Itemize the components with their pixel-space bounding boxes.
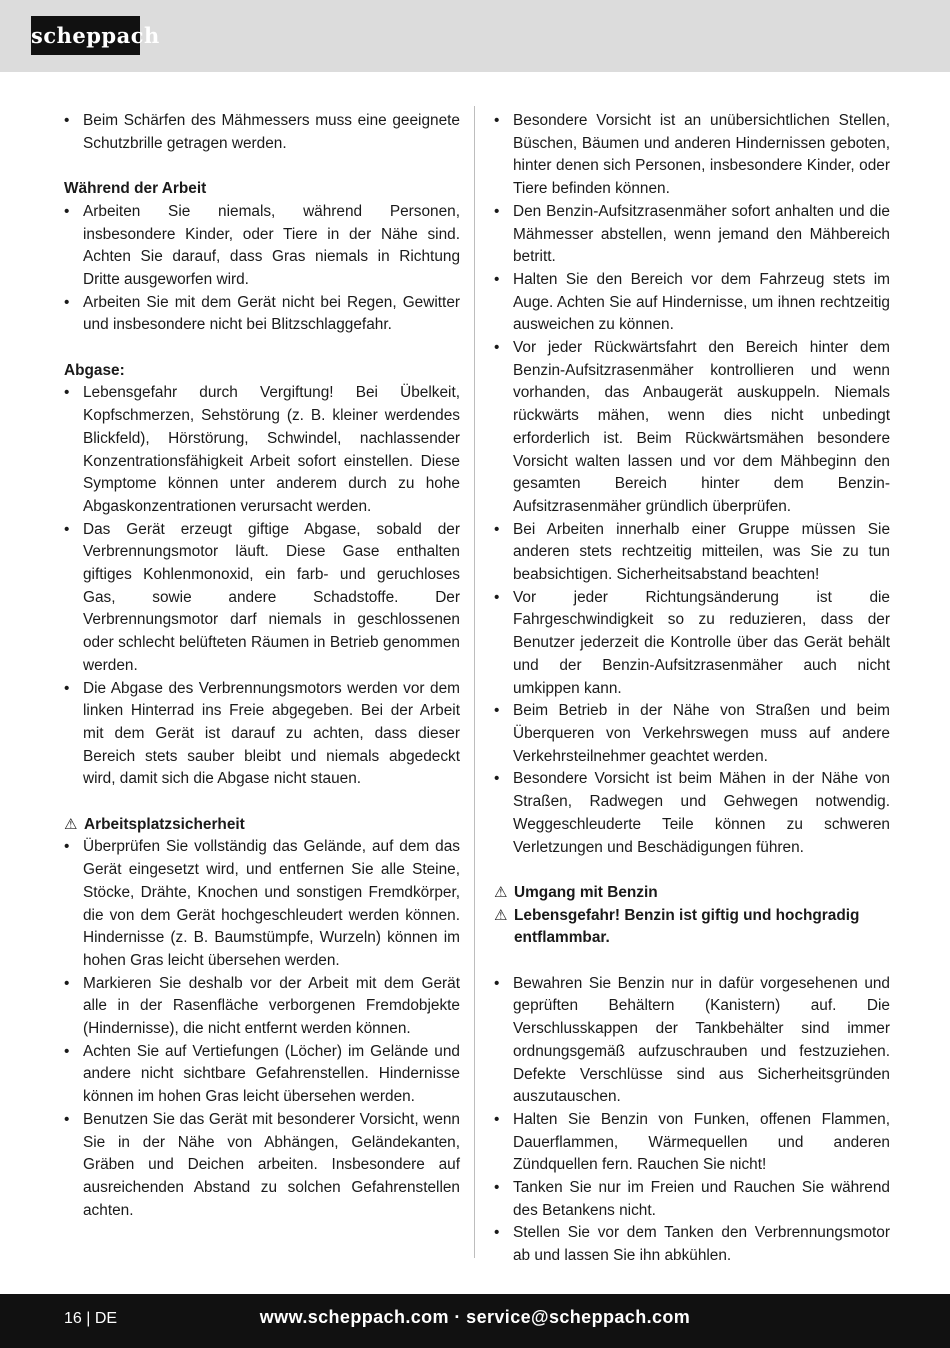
list-item: • Vor jeder Richtungsänderung ist die Fahrgeschwindigkeit so zu reduzieren, dass der Benutzer jederzeit die Kontrolle über das Gerät behält und der Benzin-Aufsitzrasenmäher auch nicht umkippen kann.: [494, 588, 890, 697]
warning-icon: ⚠: [494, 906, 508, 924]
list-item: • Arbeiten Sie mit dem Gerät nicht bei Regen, Gewitter und insbesondere nicht bei Blitzschlaggefahr.: [64, 293, 460, 334]
page-footer: [0, 1294, 950, 1348]
bullet-icon: •: [494, 702, 500, 720]
list-item: • Halten Sie Benzin von Funken, offenen Flammen, Dauerflammen, Wärmequellen und anderen Zündquellen fern. Rauchen Sie nicht!: [494, 1110, 890, 1174]
list-item: • Achten Sie auf Vertiefungen (Löcher) im Gelände und andere nicht sichtbare Gefahrenstellen. Hindernisse können im hohen Gras leicht übersehen werden.: [64, 1042, 460, 1106]
bullet-icon: •: [64, 293, 70, 311]
list-item: • Besondere Vorsicht ist an unübersichtlichen Stellen, Büschen, Bäumen und anderen Hindernissen geboten, hinter denen sich Personen, insbesondere Kinder, oder Tiere befinden können.: [494, 112, 890, 198]
list-item: • Stellen Sie vor dem Tanken den Verbrennungsmotor ab und lassen Sie ihn abkühlen.: [494, 1224, 890, 1265]
list-item: • Halten Sie den Bereich vor dem Fahrzeug stets im Auge. Achten Sie auf Hindernisse, um ihnen rechtzeitig ausweichen zu können.: [494, 270, 890, 334]
section-heading-fuel: ⚠ Umgang mit Benzin: [494, 882, 890, 905]
list-item: • Beim Schärfen des Mähmessers muss eine geeignete Schutzbrille getragen werden.: [64, 112, 460, 152]
bullet-icon: •: [494, 588, 500, 606]
bullet-icon: •: [64, 974, 70, 992]
bullet-icon: •: [64, 112, 70, 129]
column-divider: [474, 106, 475, 1258]
bullet-icon: •: [494, 1110, 500, 1128]
bullet-icon: •: [494, 270, 500, 288]
left-column: [64, 110, 460, 1222]
bullet-icon: •: [494, 1224, 500, 1242]
bullet-icon: •: [64, 1110, 70, 1128]
bullet-icon: •: [494, 974, 500, 992]
list-item: • Vor jeder Rückwärtsfahrt den Bereich hinter dem Benzin-Aufsitzrasenmäher kontrollieren und wenn vorhanden, das Anbaugerät auskuppeln. Niemals rückwärts mähen, wenn dies nicht unbedingt erforderlich ist. Beim Rückwärtsmähen besondere Vorsicht walten lassen und vor dem Mähbeginn den gesamten Bereich hinter dem Benzin-Aufsitzrasenmäher gründlich überprüfen.: [494, 339, 890, 515]
list-item: • Den Benzin-Aufsitzrasenmäher sofort anhalten und die Mähmesser abstellen, wenn jemand den Mähbereich betritt.: [494, 202, 890, 266]
list-item: • Das Gerät erzeugt giftige Abgase, sobald der Verbrennungsmotor läuft. Diese Gase enthalten giftiges Kohlenmonoxid, ein farb- und geruchloses Gas, sowie andere Schadstoffe. Der Verbrennungsmotor darf niemals in geschlossenen oder schlecht belüfteten Räumen in Betrieb genommen werden.: [64, 520, 460, 674]
list-item: • Überprüfen Sie vollständig das Gelände, auf dem das Gerät eingesetzt wird, und entfernen Sie alle Steine, Stöcke, Drähte, Knochen und sonstigen Fremdkörper, die von dem Gerät hochgeschleudert werden können. Hindernisse (z. B. Baumstümpfe, Wurzeln) können im hohen Gras leicht übersehen werden.: [64, 838, 460, 969]
section-heading-workplace: ⚠ Arbeitsplatzsicherheit: [64, 814, 460, 837]
section-heading-work: Während der Arbeit: [64, 180, 207, 198]
bullet-icon: •: [494, 202, 500, 220]
page-separator: |: [86, 1310, 91, 1327]
bullet-icon: •: [494, 339, 500, 357]
warning-icon: ⚠: [64, 815, 78, 833]
footer-contact: www.scheppach.com · service@scheppach.com: [259, 1307, 691, 1327]
list-item: • Besondere Vorsicht ist beim Mähen in der Nähe von Straßen, Radwegen und Gehwegen notwendig. Weggeschleuderte Teile können zu schweren Verletzungen und Beschädigungen führen.: [494, 770, 890, 856]
list-item: • Lebensgefahr durch Vergiftung! Bei Übelkeit, Kopfschmerzen, Sehstörung (z. B. kleiner werdendes Blickfeld), Hörstörung, Schwindel, nachlassender Konzentrationsfähigkeit Arbeit sofort einstellen. Diese Symptome können unter anderem durch zu hohe Abgaskonzentrationen verursacht werden.: [64, 384, 460, 515]
list-item: • Tanken Sie nur im Freien und Rauchen Sie während des Betankens nicht.: [494, 1179, 890, 1219]
list-item: • Beim Betrieb in der Nähe von Straßen und beim Überqueren von Verkehrswegen muss auf andere Verkehrsteilnehmer geachtet werden.: [494, 702, 890, 765]
bullet-icon: •: [494, 1179, 500, 1197]
brand-logo: scheppach: [31, 16, 140, 55]
list-item: • Arbeiten Sie niemals, während Personen, insbesondere Kinder, oder Tiere in der Nähe sind. Achten Sie darauf, dass Gras niemals in Richtung Dritte ausgeworfen wird.: [64, 202, 460, 288]
page-header: [0, 0, 950, 72]
bullet-icon: •: [494, 520, 500, 538]
bullet-icon: •: [64, 520, 70, 538]
list-item: • Bei Arbeiten innerhalb einer Gruppe müssen Sie anderen stets rechtzeitig mitteilen, was Sie zu tun beabsichtigen. Sicherheitsabstand beachten!: [494, 520, 890, 584]
language-code: DE: [94, 1310, 118, 1327]
bullet-icon: •: [494, 770, 500, 788]
section-heading-exhaust: Abgase:: [64, 361, 125, 379]
right-column: [494, 110, 890, 1268]
warning-icon: ⚠: [494, 883, 508, 901]
bullet-icon: •: [64, 838, 70, 856]
bullet-icon: •: [64, 202, 70, 220]
bullet-icon: •: [64, 679, 70, 697]
page-number: 16 | DE: [64, 1310, 118, 1327]
bullet-icon: •: [64, 384, 70, 402]
fuel-warning: ⚠ Lebensgefahr! Benzin ist giftig und hochgradig entflammbar.: [494, 906, 860, 947]
list-item: • Bewahren Sie Benzin nur in dafür vorgesehenen und geprüften Behältern (Kanistern) auf. Die Verschlusskappen der Tankbehälter sind immer ordnungsgemäß aufzuschrauben und festzuziehen. Defekte Verschlüsse sind aus Sicherheitsgründen auszutauschen.: [494, 974, 890, 1106]
bullet-icon: •: [64, 1042, 70, 1060]
list-item: • Die Abgase des Verbrennungsmotors werden vor dem linken Hinterrad ins Freie abgegeben. Bei der Arbeit mit dem Gerät ist darauf zu achten, dass dieser Bereich stets sauber bleibt und niemals abgedeckt wird, damit sich die Abgase nicht stauen.: [64, 679, 460, 788]
bullet-icon: •: [494, 112, 500, 129]
list-item: • Markieren Sie deshalb vor der Arbeit mit dem Gerät alle in der Rasenfläche verborgenen Fremdobjekte (Hindernisse), die nicht entfernt werden können.: [64, 974, 460, 1038]
list-item: • Benutzen Sie das Gerät mit besonderer Vorsicht, wenn Sie in der Nähe von Abhängen, Geländekanten, Gräben und Deichen arbeiten. Insbesondere auf ausreichenden Abstand zu solchen Gefahrenstellen achten.: [64, 1110, 460, 1219]
